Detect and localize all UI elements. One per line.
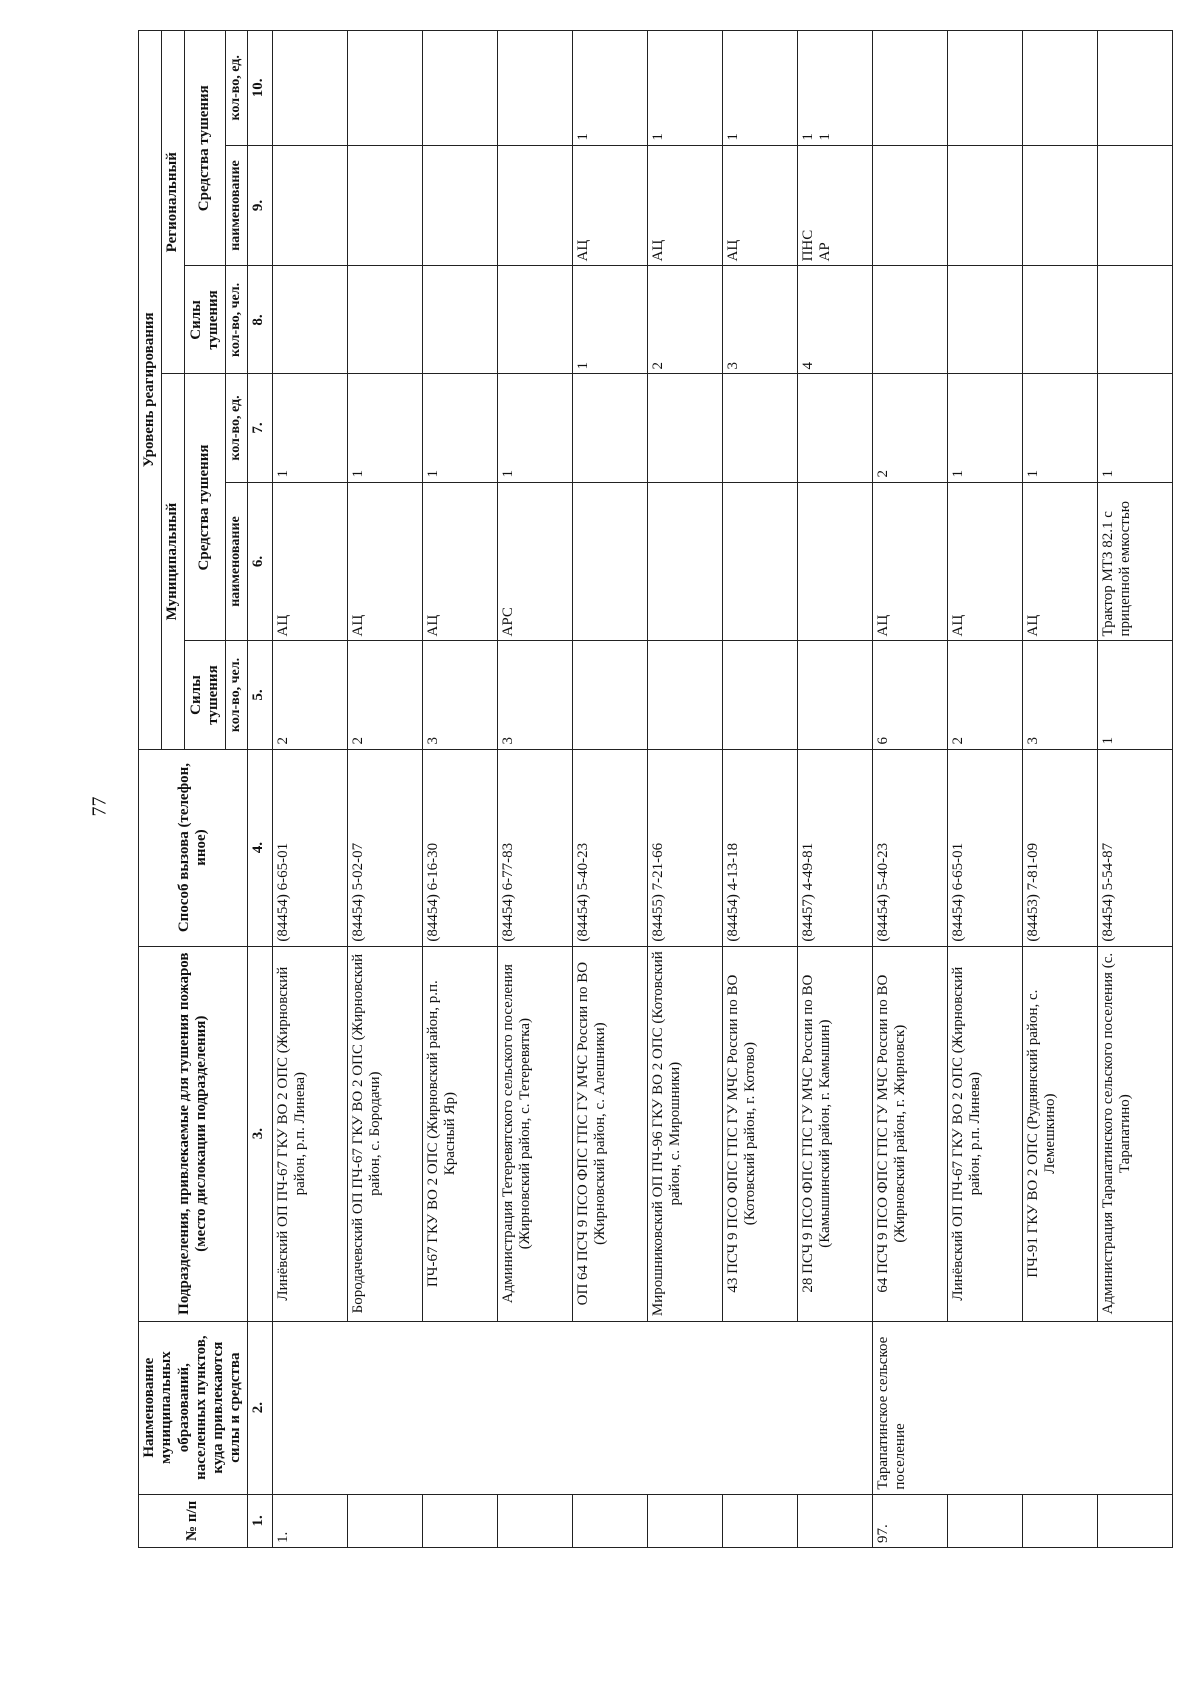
regional-forces bbox=[347, 266, 422, 374]
municipal-means-qty: 2 bbox=[873, 374, 948, 482]
row-number bbox=[797, 1494, 872, 1547]
municipal-forces: 2 bbox=[272, 641, 347, 749]
call-phone: (84453) 7-81-09 bbox=[1023, 749, 1098, 946]
municipal-means-qty: 1 bbox=[1023, 374, 1098, 482]
municipal-means-name: АЦ bbox=[948, 482, 1023, 641]
table-row bbox=[422, 31, 497, 1548]
regional-forces bbox=[948, 266, 1023, 374]
regional-forces: 3 bbox=[722, 266, 797, 374]
table-row bbox=[347, 31, 422, 1548]
regional-means-qty bbox=[422, 31, 497, 146]
municipal-means-qty: 1 bbox=[1098, 374, 1173, 482]
rotated-page-area bbox=[138, 30, 1170, 1548]
table-row bbox=[497, 31, 572, 1548]
call-phone: (84457) 4-49-81 bbox=[797, 749, 872, 946]
municipal-means-qty bbox=[722, 374, 797, 482]
regional-means-qty bbox=[1023, 31, 1098, 146]
regional-forces: 2 bbox=[647, 266, 722, 374]
header-units: Подразделения, привлекаемые для тушения пожаров (место дислокации подразделения) bbox=[139, 946, 248, 1321]
municipal-means-name: АЦ bbox=[347, 482, 422, 641]
municipality-name: Тарапатинское сельское поселение bbox=[873, 1321, 1173, 1494]
municipal-means-qty bbox=[797, 374, 872, 482]
municipal-means-qty bbox=[572, 374, 647, 482]
call-phone: (84454) 6-77-83 bbox=[497, 749, 572, 946]
municipality-name bbox=[272, 1321, 873, 1494]
municipal-forces: 3 bbox=[497, 641, 572, 749]
unit-name: Администрация Тарапатинского сельского поселения (с. Тарапатино) bbox=[1098, 946, 1173, 1321]
row-number bbox=[347, 1494, 422, 1547]
municipal-means-name: АЦ bbox=[422, 482, 497, 641]
municipal-means-name bbox=[797, 482, 872, 641]
call-phone: (84454) 5-54-87 bbox=[1098, 749, 1173, 946]
rotated-table-wrapper bbox=[138, 30, 1170, 1548]
row-number bbox=[1023, 1494, 1098, 1547]
regional-means-qty bbox=[873, 31, 948, 146]
table-row bbox=[1023, 31, 1098, 1548]
unit-name: 43 ПСЧ 9 ПСО ФПС ГПС ГУ МЧС России по ВО (Котовский район, г. Котово) bbox=[722, 946, 797, 1321]
table-row bbox=[272, 31, 347, 1548]
municipal-means-name: АЦ bbox=[873, 482, 948, 641]
unit-name: ПЧ-91 ГКУ ВО 2 ОПС (Руднянский район, с. Лемешкино) bbox=[1023, 946, 1098, 1321]
municipal-forces bbox=[797, 641, 872, 749]
unit-name: Линёвский ОП ПЧ-67 ГКУ ВО 2 ОПС (Жирновский район, р.п. Линева) bbox=[948, 946, 1023, 1321]
municipal-means-name: АЦ bbox=[272, 482, 347, 641]
unit-name: Администрация Тетеревятского сельского поселения (Жирновский район, с. Тетеревятка) bbox=[497, 946, 572, 1321]
municipal-forces bbox=[647, 641, 722, 749]
regional-means-qty bbox=[272, 31, 347, 146]
call-phone: (84454) 6-16-30 bbox=[422, 749, 497, 946]
regional-means-name bbox=[948, 145, 1023, 266]
header-qty-people: кол-во, чел. bbox=[225, 641, 247, 749]
municipal-forces bbox=[722, 641, 797, 749]
header-regional: Региональный bbox=[161, 31, 184, 374]
header-name: наименование bbox=[225, 145, 247, 266]
table-row bbox=[873, 31, 948, 1548]
column-number: 10. bbox=[247, 31, 272, 146]
municipal-forces bbox=[572, 641, 647, 749]
regional-means-name bbox=[873, 145, 948, 266]
table-row bbox=[797, 31, 872, 1548]
municipal-means-name bbox=[572, 482, 647, 641]
regional-means-name: АЦ bbox=[722, 145, 797, 266]
table-row bbox=[647, 31, 722, 1548]
call-phone: (84454) 6-65-01 bbox=[948, 749, 1023, 946]
table-row bbox=[572, 31, 647, 1548]
regional-means-qty: 1 1 bbox=[797, 31, 872, 146]
header-qty-units: кол-во, ед. bbox=[225, 374, 247, 482]
header-num: № п/п bbox=[139, 1494, 248, 1547]
regional-forces bbox=[272, 266, 347, 374]
unit-name: 64 ПСЧ 9 ПСО ФПС ГПС ГУ МЧС России по ВО (Жирновский район, г. Жирновск) bbox=[873, 946, 948, 1321]
unit-name: ПЧ-67 ГКУ ВО 2 ОПС (Жирновский район, р.п. Красный Яр) bbox=[422, 946, 497, 1321]
header-municipal-means: Средства тушения bbox=[184, 374, 225, 641]
municipal-forces: 3 bbox=[422, 641, 497, 749]
column-number: 2. bbox=[247, 1321, 272, 1494]
call-phone: (84454) 5-02-07 bbox=[347, 749, 422, 946]
regional-means-qty: 1 bbox=[647, 31, 722, 146]
municipal-means-qty: 1 bbox=[347, 374, 422, 482]
regional-means-name: ПНС АР bbox=[797, 145, 872, 266]
regional-forces bbox=[1098, 266, 1173, 374]
regional-means-qty: 1 bbox=[572, 31, 647, 146]
row-number bbox=[647, 1494, 722, 1547]
municipal-forces: 1 bbox=[1098, 641, 1173, 749]
municipal-means-name: АЦ bbox=[1023, 482, 1098, 641]
unit-name: Бородачевский ОП ПЧ-67 ГКУ ВО 2 ОПС (Жирновский район, с. Бородачи) bbox=[347, 946, 422, 1321]
call-phone: (84454) 5-40-23 bbox=[572, 749, 647, 946]
column-number: 7. bbox=[247, 374, 272, 482]
municipal-means-qty bbox=[647, 374, 722, 482]
column-number: 4. bbox=[247, 749, 272, 946]
row-number: 1. bbox=[272, 1494, 347, 1547]
municipal-means-name bbox=[647, 482, 722, 641]
header-municipal: Муниципальный bbox=[161, 374, 184, 749]
regional-forces bbox=[497, 266, 572, 374]
call-phone: (84454) 4-13-18 bbox=[722, 749, 797, 946]
header-call-method: Способ вызова (телефон, иное) bbox=[139, 749, 248, 946]
column-number: 5. bbox=[247, 641, 272, 749]
header-municipal-forces: Силы тушения bbox=[184, 641, 225, 749]
header-regional-forces: Силы тушения bbox=[184, 266, 225, 374]
municipal-forces: 2 bbox=[347, 641, 422, 749]
row-number bbox=[422, 1494, 497, 1547]
regional-means-name bbox=[1098, 145, 1173, 266]
call-phone: (84454) 5-40-23 bbox=[873, 749, 948, 946]
header-regional-means: Средства тушения bbox=[184, 31, 225, 266]
regional-forces: 1 bbox=[572, 266, 647, 374]
page-number: 77 bbox=[88, 796, 111, 817]
row-number bbox=[722, 1494, 797, 1547]
call-phone: (84454) 6-65-01 bbox=[272, 749, 347, 946]
regional-means-qty: 1 bbox=[722, 31, 797, 146]
regional-means-qty bbox=[497, 31, 572, 146]
regional-forces bbox=[873, 266, 948, 374]
regional-means-name bbox=[272, 145, 347, 266]
municipal-means-qty: 1 bbox=[948, 374, 1023, 482]
regional-means-qty bbox=[948, 31, 1023, 146]
municipal-means-qty: 1 bbox=[422, 374, 497, 482]
municipal-means-qty: 1 bbox=[497, 374, 572, 482]
row-number bbox=[497, 1494, 572, 1547]
regional-means-name bbox=[1023, 145, 1098, 266]
header-municipality: Наименование муниципальных образований, населенных пунктов, куда привлекаются силы и средства bbox=[139, 1321, 248, 1494]
call-phone: (84455) 7-21-66 bbox=[647, 749, 722, 946]
regional-means-name: АЦ bbox=[572, 145, 647, 266]
header-name: наименование bbox=[225, 482, 247, 641]
municipal-means-name bbox=[722, 482, 797, 641]
table-row bbox=[948, 31, 1023, 1548]
regional-means-name bbox=[497, 145, 572, 266]
regional-means-qty bbox=[347, 31, 422, 146]
header-response-level: Уровень реагирования bbox=[139, 31, 162, 750]
regional-forces: 4 bbox=[797, 266, 872, 374]
regional-forces bbox=[1023, 266, 1098, 374]
row-number bbox=[572, 1494, 647, 1547]
header-qty-units: кол-во, ед. bbox=[225, 31, 247, 146]
column-number: 3. bbox=[247, 946, 272, 1321]
column-number: 6. bbox=[247, 482, 272, 641]
municipal-means-qty: 1 bbox=[272, 374, 347, 482]
header-qty-people: кол-во, чел. bbox=[225, 266, 247, 374]
row-number bbox=[948, 1494, 1023, 1547]
fire-response-table bbox=[138, 30, 1173, 1548]
municipal-means-name: Трактор МТЗ 82.1 с прицепной емкостью bbox=[1098, 482, 1173, 641]
regional-means-name: АЦ bbox=[647, 145, 722, 266]
row-number: 97. bbox=[873, 1494, 948, 1547]
column-number: 8. bbox=[247, 266, 272, 374]
table-row bbox=[1098, 31, 1173, 1548]
unit-name: 28 ПСЧ 9 ПСО ФПС ГПС ГУ МЧС России по ВО (Камышинский район, г. Камышин) bbox=[797, 946, 872, 1321]
table-row bbox=[722, 31, 797, 1548]
unit-name: ОП 64 ПСЧ 9 ПСО ФПС ГПС ГУ МЧС России по ВО (Жирновский район, с. Алешники) bbox=[572, 946, 647, 1321]
municipal-means-name: АРС bbox=[497, 482, 572, 641]
regional-means-qty bbox=[1098, 31, 1173, 146]
municipal-forces: 3 bbox=[1023, 641, 1098, 749]
regional-forces bbox=[422, 266, 497, 374]
unit-name: Линёвский ОП ПЧ-67 ГКУ ВО 2 ОПС (Жирновский район, р.п. Линева) bbox=[272, 946, 347, 1321]
column-number: 9. bbox=[247, 145, 272, 266]
unit-name: Мирошниковский ОП ПЧ-96 ГКУ ВО 2 ОПС (Котовский район, с. Мирошники) bbox=[647, 946, 722, 1321]
municipal-forces: 2 bbox=[948, 641, 1023, 749]
column-number: 1. bbox=[247, 1494, 272, 1547]
row-number bbox=[1098, 1494, 1173, 1547]
regional-means-name bbox=[347, 145, 422, 266]
municipal-forces: 6 bbox=[873, 641, 948, 749]
regional-means-name bbox=[422, 145, 497, 266]
